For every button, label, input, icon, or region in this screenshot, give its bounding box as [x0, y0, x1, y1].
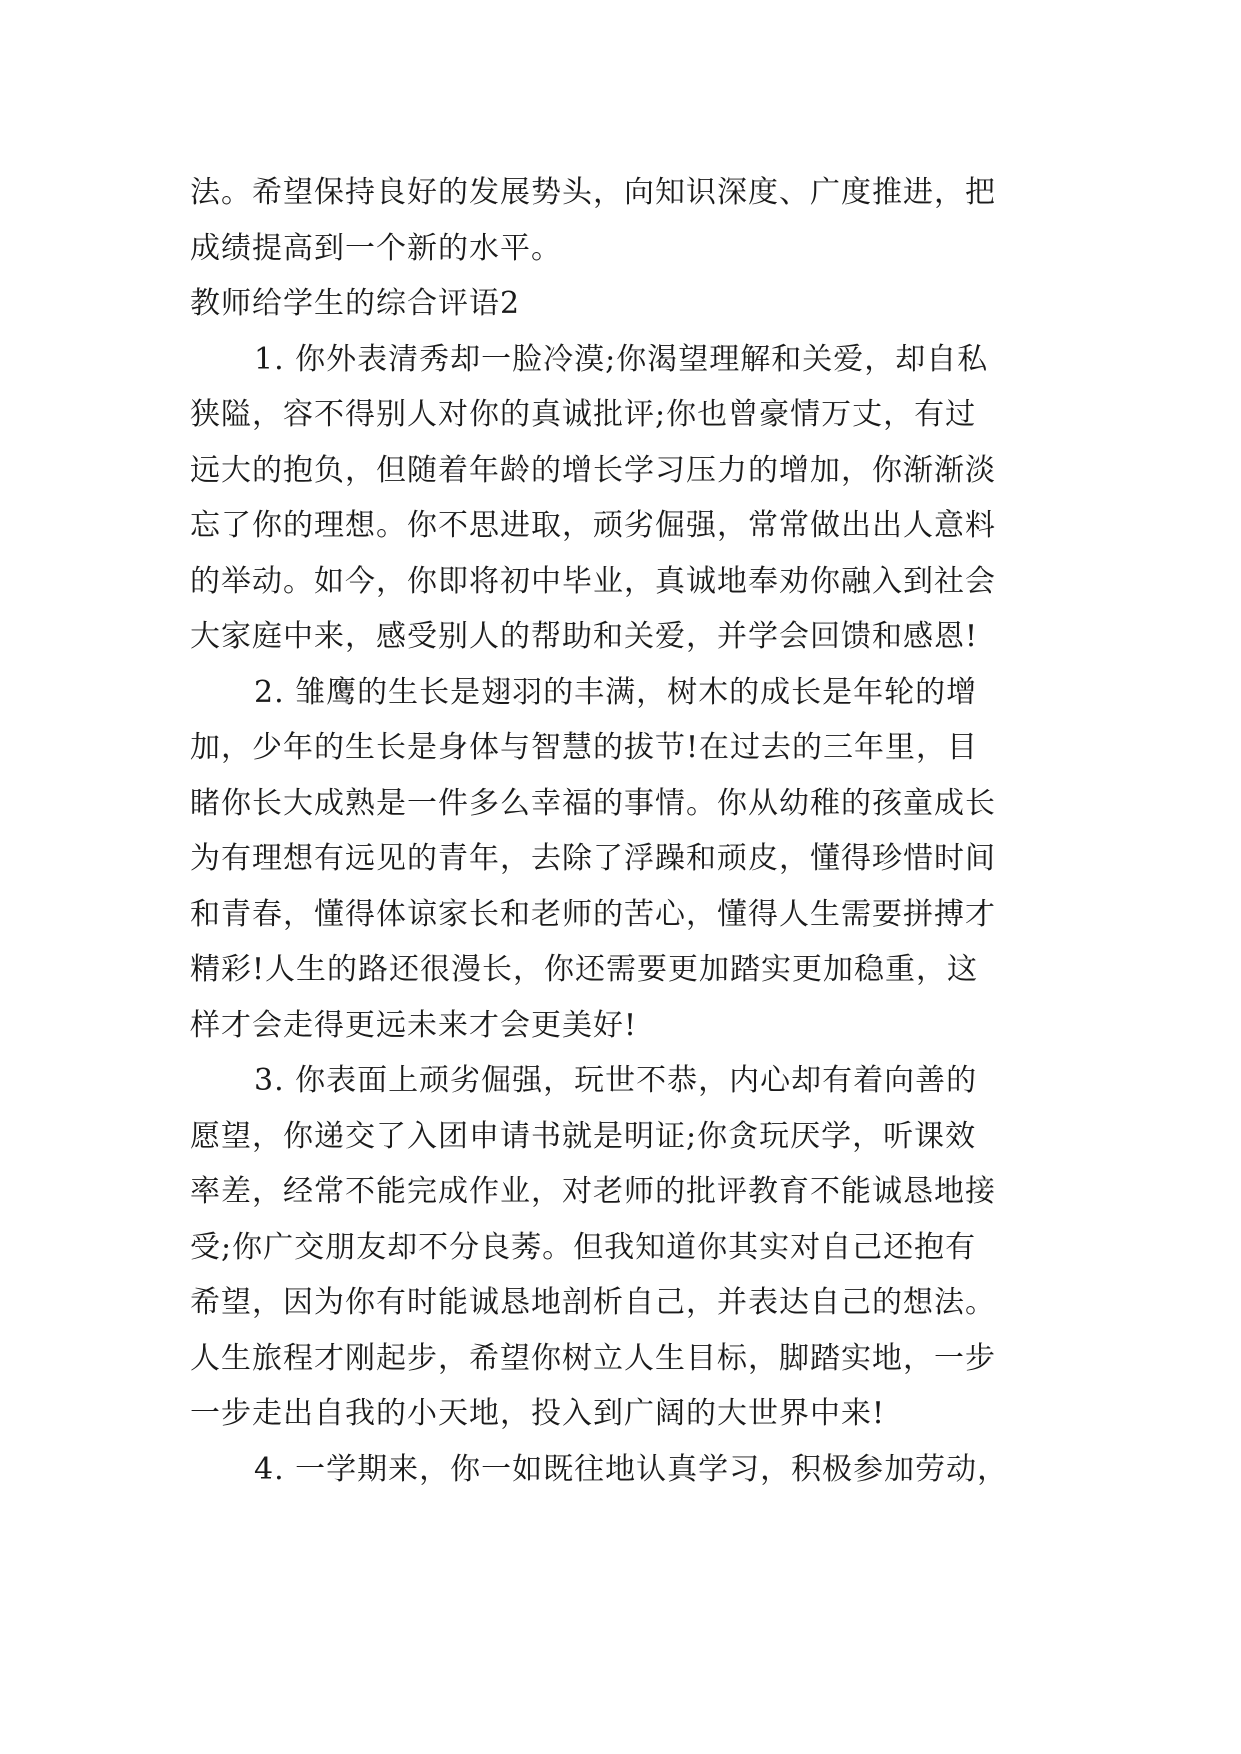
comment-paragraph-4	[190, 1442, 1050, 1498]
paragraph-line: 样才会走得更远未来才会更美好!	[190, 1007, 638, 1043]
paragraph-line: 睹你长大成熟是一件多么幸福的事情。你从幼稚的孩童成长	[190, 785, 996, 821]
intro-line: 法。希望保持良好的发展势头，向知识深度、广度推进，把	[190, 175, 996, 210]
comment-paragraph-2	[190, 665, 1050, 1054]
paragraph-line: 远大的抱负，但随着年龄的增长学习压力的增加，你渐渐淡	[190, 452, 996, 488]
paragraph-line: 4. 一学期来，你一如既往地认真学习，积极参加劳动，	[254, 1451, 1009, 1487]
paragraph-line: 受;你广交朋友却不分良莠。但我知道你其实对自己还抱有	[190, 1229, 977, 1265]
document-body	[190, 165, 1050, 1497]
paragraph-line: 3. 你表面上顽劣倔强，玩世不恭，内心却有着向善的	[254, 1063, 978, 1098]
paragraph-line: 人生旅程才刚起步，希望你树立人生目标，脚踏实地，一步	[190, 1340, 996, 1376]
intro-line: 成绩提高到一个新的水平。	[190, 230, 562, 266]
paragraph-line: 的举动。如今，你即将初中毕业，真诚地奉劝你融入到社会	[190, 563, 996, 599]
paragraph-line: 希望，因为你有时能诚恳地剖析自己，并表达自己的想法。	[190, 1285, 996, 1320]
paragraph-line: 大家庭中来，感受别人的帮助和关爱，并学会回馈和感恩!	[190, 619, 979, 654]
comment-paragraph-1	[190, 332, 1050, 665]
paragraph-line: 愿望，你递交了入团申请书就是明证;你贪玩厌学，听课效	[190, 1118, 977, 1154]
paragraph-line: 精彩!人生的路还很漫长，你还需要更加踏实更加稳重，这	[190, 952, 979, 987]
comment-paragraph-3	[190, 1053, 1050, 1442]
paragraph-line: 加，少年的生长是身体与智慧的拔节!在过去的三年里，目	[190, 730, 979, 765]
paragraph-line: 狭隘，容不得别人对你的真诚批评;你也曾豪情万丈，有过	[190, 397, 977, 432]
paragraph-line: 忘了你的理想。你不思进取，顽劣倔强，常常做出出人意料	[190, 508, 996, 543]
paragraph-line: 一步走出自我的小天地，投入到广阔的大世界中来!	[190, 1396, 886, 1431]
paragraph-line: 率差，经常不能完成作业，对老师的批评教育不能诚恳地接	[190, 1174, 996, 1209]
paragraph-line: 1. 你外表清秀却一脸冷漠;你渴望理解和关爱，却自私	[254, 341, 989, 377]
paragraph-line: 2. 雏鹰的生长是翅羽的丰满，树木的成长是年轮的增	[254, 674, 978, 710]
paragraph-line: 为有理想有远见的青年，去除了浮躁和顽皮，懂得珍惜时间	[190, 841, 996, 876]
section-title: 教师给学生的综合评语2	[190, 286, 521, 321]
paragraph-line: 和青春，懂得体谅家长和老师的苦心，懂得人生需要拼搏才	[190, 896, 996, 932]
